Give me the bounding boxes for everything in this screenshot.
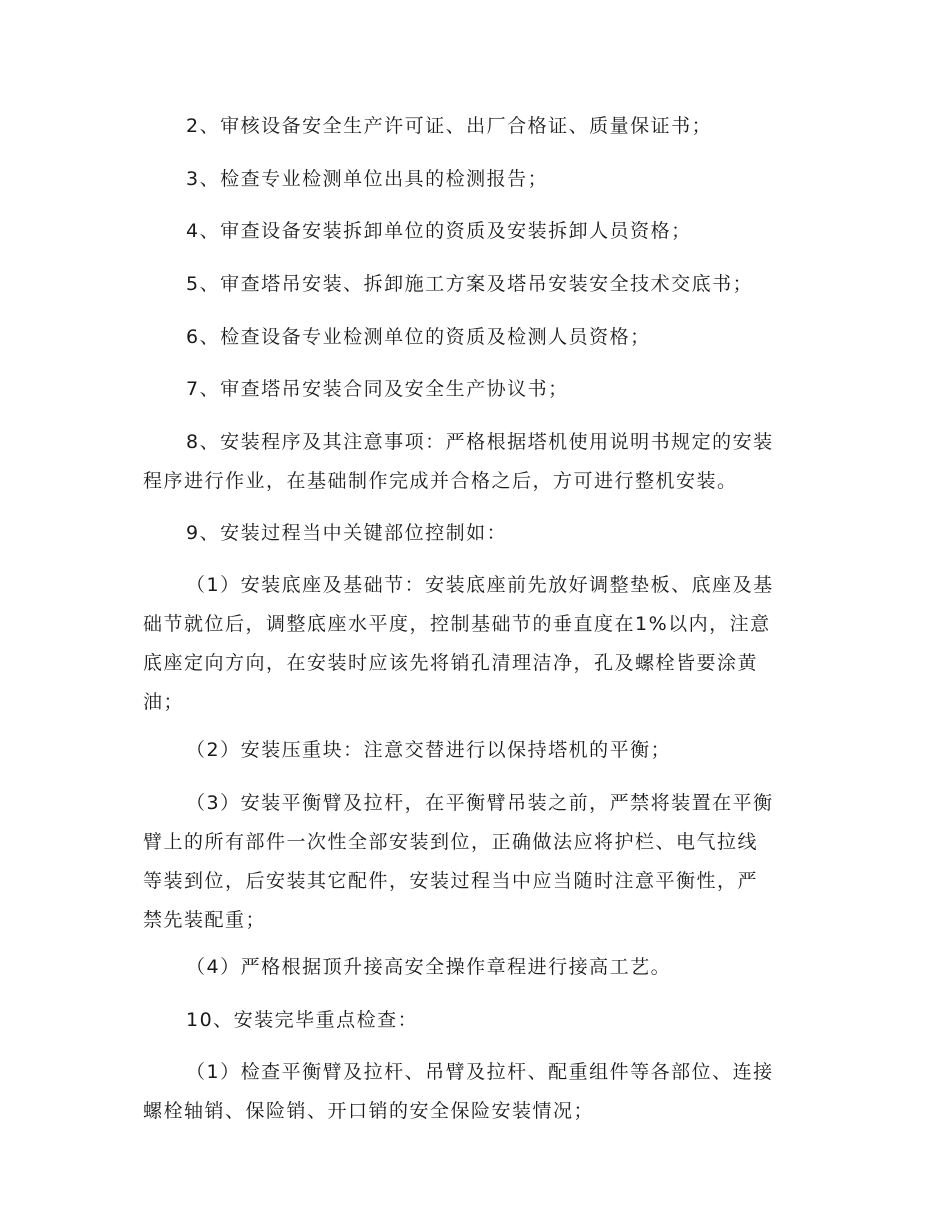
paragraph-item-5: [143, 265, 808, 304]
text-line: 臂上的所有部件一次性全部安装到位，正确做法应将护栏、电气拉线: [143, 831, 759, 853]
text-line: 9、安装过程当中关键部位控制如：: [186, 522, 508, 544]
text-line: （1）检查平衡臂及拉杆、吊臂及拉杆、配重组件等各部位、连接: [186, 1061, 774, 1083]
paragraph-item-3: [143, 160, 808, 199]
text-line: 2、审核设备安全生产许可证、出厂合格证、质量保证书；: [186, 115, 713, 137]
text-line: 3、检查专业检测单位出具的检测报告；: [186, 168, 549, 190]
paragraph-subitem-10-1: [143, 1053, 808, 1131]
paragraph-item-8: [143, 423, 808, 501]
text-line: 5、审查塔吊安装、拆卸施工方案及塔吊安装安全技术交底书；: [186, 273, 754, 295]
text-line: 7、审查塔吊安装合同及安全生产协议书；: [186, 378, 569, 400]
text-line: （3）安装平衡臂及拉杆，在平衡臂吊装之前，严禁将装置在平衡: [186, 792, 774, 814]
paragraph-subitem-9-3: [143, 784, 808, 940]
text-line: 10、安装完毕重点检查：: [186, 1009, 419, 1031]
paragraph-item-10: [143, 1001, 808, 1040]
text-line: 等装到位，后安装其它配件，安装过程当中应当随时注意平衡性，严: [143, 870, 759, 892]
text-line: 禁先装配重；: [143, 909, 267, 931]
text-line: （4）严格根据顶升接高安全操作章程进行接高工艺。: [186, 956, 672, 978]
paragraph-subitem-9-2: [143, 731, 808, 770]
text-line: 螺栓轴销、保险销、开口销的安全保险安装情况；: [143, 1100, 595, 1122]
paragraph-subitem-9-1: [143, 566, 808, 722]
text-line: 6、检查设备专业检测单位的资质及检测人员资格；: [186, 326, 651, 348]
text-line: 程序进行作业，在基础制作完成并合格之后，方可进行整机安装。: [143, 470, 738, 492]
text-line: 8、安装程序及其注意事项：严格根据塔机使用说明书规定的安装: [186, 431, 774, 453]
text-line: 油；: [143, 691, 185, 713]
paragraph-item-4: [143, 212, 808, 251]
text-line: （1）安装底座及基础节：安装底座前先放好调整垫板、底座及基: [186, 574, 774, 596]
text-line: （2）安装压重块：注意交替进行以保持塔机的平衡；: [186, 739, 672, 761]
text-line: 4、审查设备安装拆卸单位的资质及安装拆卸人员资格；: [186, 220, 692, 242]
paragraph-item-9: [143, 514, 808, 553]
paragraph-item-6: [143, 318, 808, 357]
paragraph-subitem-9-4: [143, 948, 808, 987]
text-line: 底座定向方向，在安装时应该先将销孔清理洁净，孔及螺栓皆要涂黄: [143, 652, 759, 674]
paragraph-item-7: [143, 370, 808, 409]
paragraph-item-2: [143, 107, 808, 146]
text-line: 础节就位后，调整底座水平度，控制基础节的垂直度在1%以内，注意: [143, 613, 771, 635]
